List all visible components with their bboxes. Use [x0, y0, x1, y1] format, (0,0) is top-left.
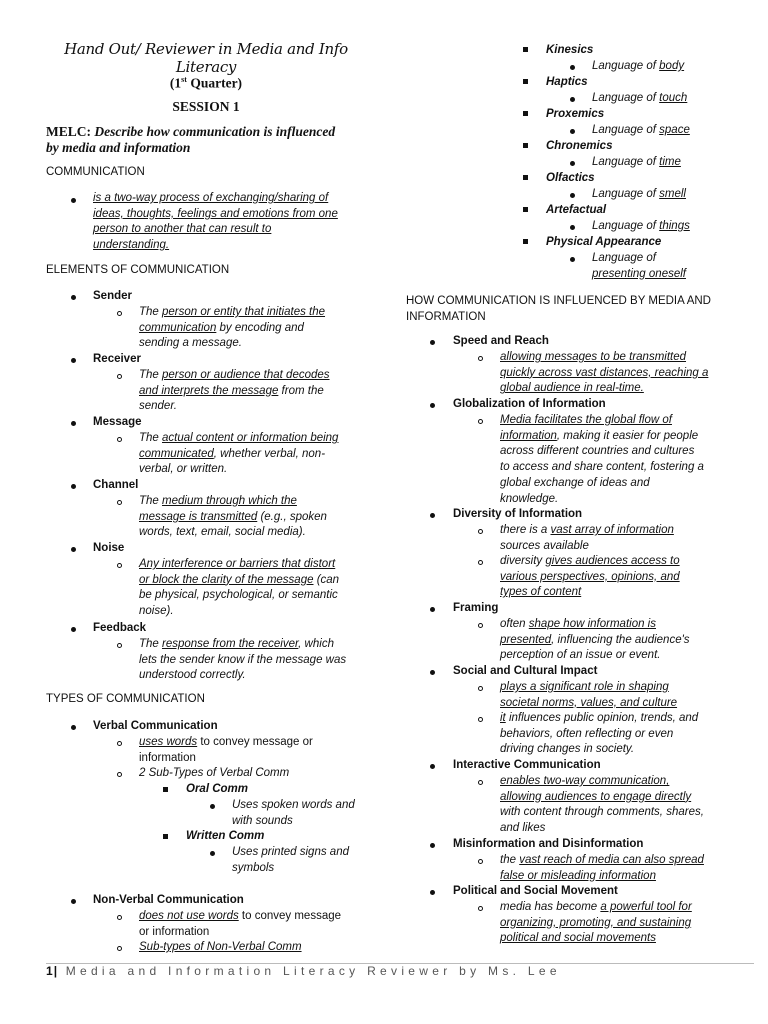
bullet-dot: [430, 513, 435, 518]
diversity-desc-a: there is a vast array of information sources available: [500, 524, 674, 552]
bullet-circle: [117, 563, 122, 568]
bullet-square: [163, 787, 168, 792]
bullet-square: [523, 111, 528, 116]
bullet-dot: [71, 627, 76, 632]
interactive-desc: enables two-way communication, allowing audiences to engage directly with content through comments, shares, and likes: [500, 775, 704, 835]
bullet-circle: [117, 374, 122, 379]
document-title: Hand Out/ Reviewer in Media and Info Literacy: [64, 40, 348, 76]
misinformation: Misinformation and Disinformation: [453, 838, 644, 850]
speed-desc: allowing messages to be transmitted quickly across vast distances, reaching a global audience in real-time.: [500, 351, 709, 395]
interactive-communication: Interactive Communication: [453, 759, 601, 771]
bullet-dot: [430, 403, 435, 408]
session-label: SESSION 1: [172, 99, 240, 114]
bullet-dot: [570, 225, 575, 230]
globalization-desc: Media facilitates the global flow of information, making it easier for people across different countries and cultures to access and share content, fostering a global exchange of ideas and knowledge.: [500, 414, 704, 505]
bullet-dot: [430, 843, 435, 848]
element-channel-desc: The medium through which the message is transmitted (e.g., spoken words, text, email, social media).: [139, 495, 327, 539]
communication-heading: COMMUNICATION: [46, 166, 145, 178]
oral-comm-desc: Uses spoken words and with sounds: [232, 799, 355, 827]
bullet-circle: [117, 437, 122, 442]
bullet-dot: [570, 129, 575, 134]
element-sender: Sender: [93, 290, 132, 302]
verbal-communication: Verbal Communication: [93, 720, 218, 732]
bullet-dot: [71, 421, 76, 426]
political-social-movement: Political and Social Movement: [453, 885, 618, 897]
bullet-circle: [478, 529, 483, 534]
bullet-dot: [71, 899, 76, 904]
bullet-square: [523, 143, 528, 148]
kinesics: Kinesics: [546, 44, 594, 56]
bullet-circle: [478, 859, 483, 864]
bullet-circle: [117, 741, 122, 746]
bullet-dot: [570, 97, 575, 102]
element-sender-desc: The person or entity that initiates the communication by encoding and sending a message.: [139, 306, 326, 350]
olfactics: Olfactics: [546, 172, 595, 184]
written-comm-desc: Uses printed signs and symbols: [232, 846, 349, 874]
bullet-circle: [117, 946, 122, 951]
oral-comm: Oral Comm: [186, 783, 248, 795]
bullet-square: [523, 175, 528, 180]
verbal-subtypes-label: 2 Sub-Types of Verbal Comm: [139, 767, 290, 779]
bullet-dot: [71, 484, 76, 489]
bullet-dot: [71, 725, 76, 730]
chronemics: Chronemics: [546, 140, 613, 152]
footer-text: Media and Information Literacy Reviewer by Ms. Lee: [65, 964, 561, 978]
speed-and-reach: Speed and Reach: [453, 335, 549, 347]
influence-heading: HOW COMMUNICATION IS INFLUENCED BY MEDIA AND INFORMATION: [406, 295, 711, 323]
element-channel: Channel: [93, 479, 139, 491]
political-desc: media has become a powerful tool for organizing, promoting, and sustaining political and social movements: [500, 901, 692, 945]
olfactics-desc: Language of smell: [592, 188, 686, 200]
communication-definition: is a two-way process of exchanging/sharing of ideas, thoughts, feelings and emotions from one person to another that can result to understanding.: [93, 192, 338, 252]
bullet-dot: [430, 607, 435, 612]
bullet-circle: [117, 500, 122, 505]
bullet-dot: [570, 193, 575, 198]
bullet-dot: [430, 764, 435, 769]
social-desc-a: plays a significant role in shaping societal norms, values, and culture: [500, 681, 678, 709]
bullet-dot: [430, 670, 435, 675]
bullet-dot: [570, 161, 575, 166]
social-desc-b: it influences public opinion, trends, and behaviors, often reflecting or even driving changes in society.: [500, 712, 699, 756]
element-message-desc: The actual content or information being communicated, whether verbal, non- verbal, or written.: [139, 432, 339, 476]
written-comm: Written Comm: [186, 830, 265, 842]
page-footer: 1| Media and Information Literacy Reviewer by Ms. Lee: [46, 964, 561, 978]
bullet-dot: [71, 358, 76, 363]
verbal-desc: uses words to convey message or information: [139, 736, 313, 764]
social-cultural-impact: Social and Cultural Impact: [453, 665, 598, 677]
element-feedback: Feedback: [93, 622, 147, 634]
misinfo-desc: the vast reach of media can also spread false or misleading information: [500, 854, 704, 882]
bullet-circle: [478, 686, 483, 691]
bullet-dot: [210, 851, 215, 856]
nonverbal-subtypes-label: Sub-types of Non-Verbal Comm: [139, 941, 302, 953]
bullet-circle: [478, 906, 483, 911]
bullet-dot: [71, 198, 76, 203]
bullet-dot: [71, 295, 76, 300]
bullet-square: [523, 47, 528, 52]
haptics-desc: Language of touch: [592, 92, 688, 104]
bullet-square: [163, 834, 168, 839]
globalization: Globalization of Information: [453, 398, 606, 410]
bullet-circle: [478, 717, 483, 722]
element-feedback-desc: The response from the receiver, which lets the sender know if the message was understood correctly.: [139, 638, 347, 682]
nonverbal-desc: does not use words to convey message or information: [139, 910, 342, 938]
bullet-square: [523, 207, 528, 212]
proxemics: Proxemics: [546, 108, 605, 120]
bullet-dot: [210, 804, 215, 809]
types-heading: TYPES OF COMMUNICATION: [46, 693, 205, 705]
bullet-circle: [478, 780, 483, 785]
bullet-circle: [117, 772, 122, 777]
melc-statement: MELC: Describe how communication is influenced by media and information: [46, 124, 336, 155]
element-noise: Noise: [93, 542, 125, 554]
element-receiver-desc: The person or audience that decodes and interprets the message from the sender.: [139, 369, 330, 413]
kinesics-desc: Language of body: [592, 60, 685, 72]
bullet-dot: [430, 890, 435, 895]
bullet-square: [523, 239, 528, 244]
chronemics-desc: Language of time: [592, 156, 681, 168]
element-message: Message: [93, 416, 142, 428]
bullet-circle: [117, 915, 122, 920]
diversity: Diversity of Information: [453, 508, 583, 520]
physical-appearance: Physical Appearance: [546, 236, 662, 248]
quarter-label: (1st Quarter): [169, 75, 243, 91]
proxemics-desc: Language of space: [592, 124, 690, 136]
bullet-circle: [117, 311, 122, 316]
bullet-dot: [430, 340, 435, 345]
framing: Framing: [453, 602, 499, 614]
bullet-circle: [478, 560, 483, 565]
bullet-circle: [117, 643, 122, 648]
element-noise-desc: Any interference or barriers that distort or block the clarity of the message (can be physical, psychological, or semantic noise).: [139, 558, 340, 618]
bullet-circle: [478, 419, 483, 424]
bullet-dot: [71, 547, 76, 552]
artefactual: Artefactual: [546, 204, 607, 216]
bullet-dot: [570, 257, 575, 262]
page-number: 1: [46, 964, 54, 978]
bullet-circle: [478, 623, 483, 628]
bullet-dot: [570, 65, 575, 70]
haptics: Haptics: [546, 76, 588, 88]
nonverbal-communication: Non-Verbal Communication: [93, 894, 244, 906]
elements-heading: ELEMENTS OF COMMUNICATION: [46, 264, 230, 276]
element-receiver: Receiver: [93, 353, 141, 365]
bullet-circle: [478, 356, 483, 361]
diversity-desc-b: diversity gives audiences access to various perspectives, opinions, and types of content: [500, 555, 680, 599]
bullet-square: [523, 79, 528, 84]
framing-desc: often shape how information is presented, influencing the audience's perception of an issue or event.: [500, 618, 690, 662]
physical-appearance-desc: Language of presenting oneself: [592, 252, 686, 280]
artefactual-desc: Language of things: [592, 220, 690, 232]
